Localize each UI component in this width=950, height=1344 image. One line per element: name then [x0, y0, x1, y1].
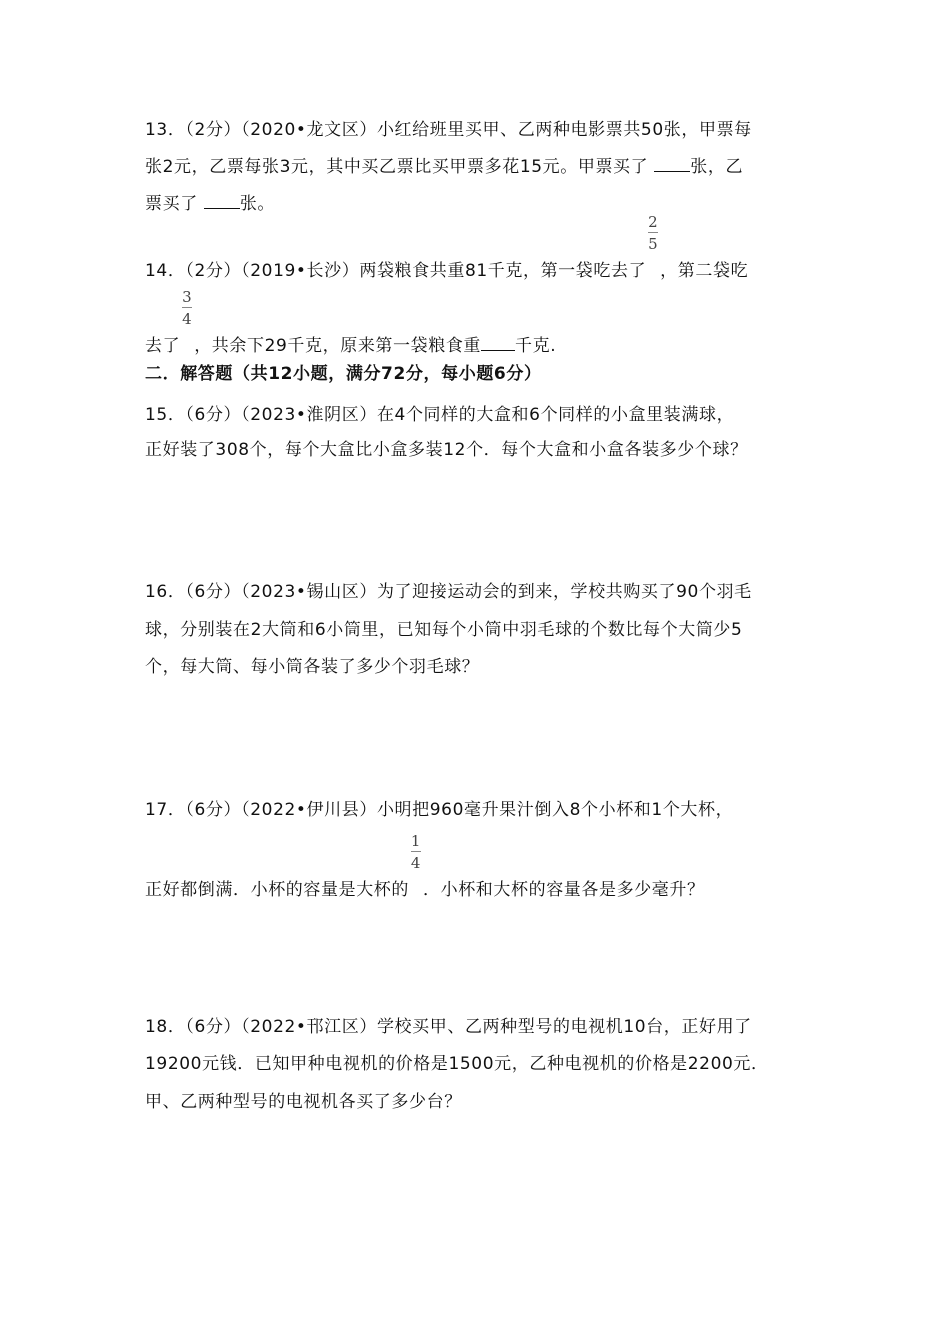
fraction-bar — [182, 307, 192, 308]
fraction-numerator: 2 — [648, 213, 659, 231]
q14-text: 去了 — [145, 336, 181, 356]
answer-blank[interactable] — [481, 332, 515, 351]
q13-text: 张。 — [239, 194, 276, 214]
q14-text: ，共余下29千克，原来第一袋粮食重 — [194, 336, 482, 356]
q17-line-1: 17．（6分）（2022•伊川县）小明把960毫升果汁倒入8个小杯和1个大杯， — [145, 800, 734, 820]
answer-blank[interactable] — [654, 153, 690, 172]
fraction-denominator: 4 — [182, 310, 193, 328]
fraction-bar — [411, 851, 421, 852]
q18-line-1: 18．（6分）（2022•邗江区）学校买甲、乙两种型号的电视机10台，正好用了 — [145, 1017, 752, 1037]
q13-line-1: 13．（2分）（2020•龙文区）小红给班里买甲、乙两种电影票共50张，甲票每 — [145, 120, 752, 140]
fraction-bar — [648, 232, 658, 233]
fraction — [409, 832, 423, 895]
answer-blank[interactable] — [204, 190, 240, 209]
q17-line-2 — [145, 832, 705, 902]
q13-text: 张，乙 — [690, 157, 744, 177]
q17-text: 正好都倒满．小杯的容量是大杯的 — [145, 880, 409, 900]
q13-line-3 — [145, 190, 275, 216]
q14-line-2 — [145, 288, 557, 358]
fraction-denominator: 5 — [648, 235, 659, 253]
q16-line-2: 球，分别装在2大筒和6小筒里，已知每个小筒中羽毛球的个数比每个大筒少5 — [145, 620, 743, 640]
q18-line-3: 甲、乙两种型号的电视机各买了多少台？ — [145, 1092, 462, 1112]
fraction — [180, 288, 194, 351]
q16-line-1: 16．（6分）（2023•锡山区）为了迎接运动会的到来，学校共购买了90个羽毛 — [145, 582, 752, 602]
fraction — [646, 213, 660, 276]
q15-line-1: 15．（6分）（2023•淮阴区）在4个同样的大盒和6个同样的小盒里装满球， — [145, 405, 735, 425]
q16-line-3: 个，每大筒、每小筒各装了多少个羽毛球？ — [145, 657, 480, 677]
fraction-denominator: 4 — [410, 854, 422, 872]
section-heading: 二．解答题（共12小题，满分72分，每小题6分） — [145, 364, 542, 384]
q15-line-2: 正好装了308个，每个大盒比小盒多装12个．每个大盒和小盒各装多少个球？ — [145, 440, 748, 460]
fraction-numerator: 1 — [410, 832, 422, 850]
q13-text: 张2元，乙票每张3元，其中买乙票比买甲票多花15元。甲票买了 — [145, 157, 655, 177]
q14-text: ，第二袋吃 — [660, 261, 749, 281]
q14-text: 14．（2分）（2019•长沙）两袋粮食共重81千克，第一袋吃去了 — [145, 261, 647, 281]
q13-line-2 — [145, 153, 743, 179]
q18-line-2: 19200元钱．已知甲种电视机的价格是1500元，乙种电视机的价格是2200元． — [145, 1054, 769, 1074]
q14-line-1 — [145, 213, 749, 283]
q14-text: 千克. — [515, 336, 557, 356]
fraction-numerator: 3 — [182, 288, 193, 306]
q17-text: ．小杯和大杯的容量各是多少毫升？ — [423, 880, 705, 900]
q13-text: 票买了 — [145, 194, 204, 214]
